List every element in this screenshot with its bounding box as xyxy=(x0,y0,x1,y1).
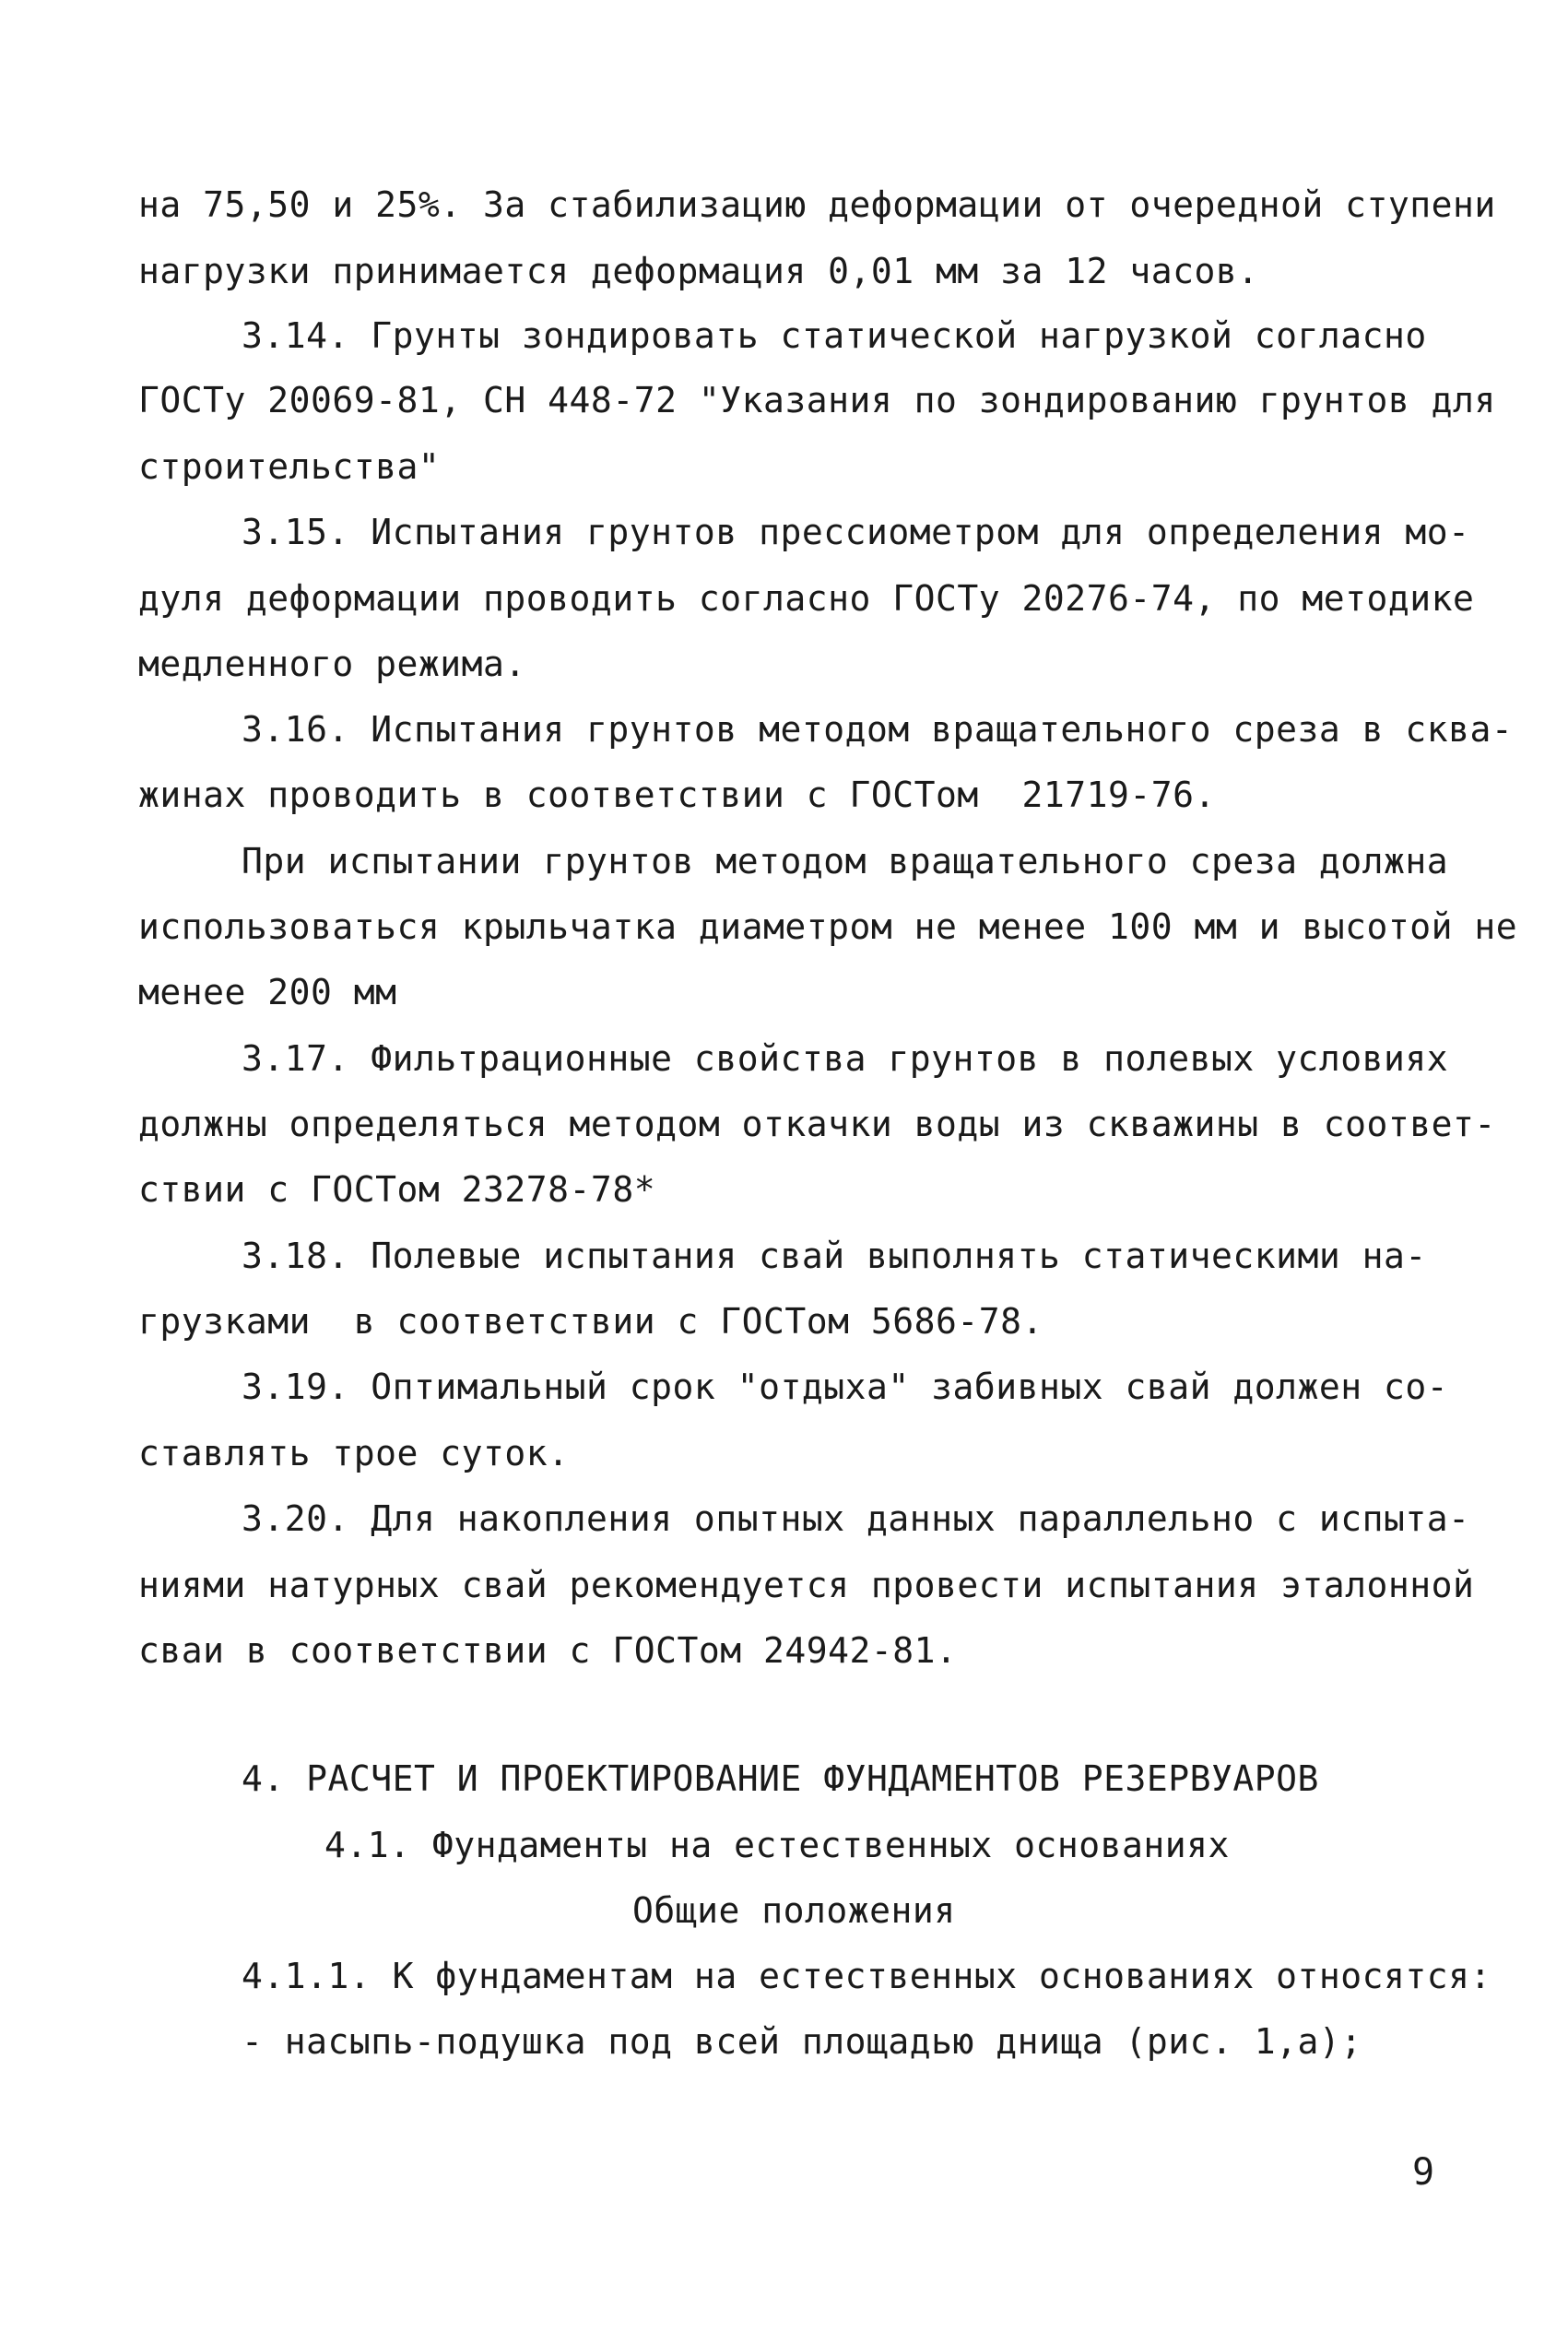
body-line: на 75,50 и 25%. За стабилизацию деформации от очередной ступени xyxy=(138,184,1496,225)
body-line: менее 200 мм xyxy=(138,972,397,1012)
body-line: ниями натурных свай рекомендуется провести испытания эталонной xyxy=(138,1565,1475,1605)
body-line: ГОСТу 20069-81, СН 448-72 "Указания по зондированию грунтов для xyxy=(138,380,1496,420)
page-number: 9 xyxy=(1412,2151,1435,2194)
body-line: медленного режима. xyxy=(138,644,526,684)
list-item: - насыпь-подушка под всей площадью днища (рис. 1,а); xyxy=(242,2021,1362,2062)
paragraph-line: При испытании грунтов методом вращательного среза должна xyxy=(242,841,1449,882)
body-line: использоваться крыльчатка диаметром не менее 100 мм и высотой не xyxy=(138,906,1518,947)
body-line: должны определяться методом откачки воды из скважины в соответ- xyxy=(138,1104,1496,1144)
body-line: ствии с ГОСТом 23278-78* xyxy=(138,1169,656,1210)
paragraph-3-17: 3.17. Фильтрационные свойства грунтов в полевых условиях xyxy=(242,1038,1449,1079)
paragraph-3-18: 3.18. Полевые испытания свай выполнять статическими на- xyxy=(242,1236,1427,1276)
paragraph-4-1-1: 4.1.1. К фундаментам на естественных основаниях относятся: xyxy=(242,1956,1491,1996)
body-line: ставлять трое суток. xyxy=(138,1433,570,1473)
body-line: нагрузки принимается деформация 0,01 мм за 12 часов. xyxy=(138,251,1259,291)
body-line: грузками в соответствии с ГОСТом 5686-78. xyxy=(138,1301,1043,1342)
body-line: дуля деформации проводить согласно ГОСТу 20276-74, по методике xyxy=(138,578,1475,619)
paragraph-3-19: 3.19. Оптимальный срок "отдыха" забивных свай должен со- xyxy=(242,1367,1449,1407)
section-heading: 4. РАСЧЕТ И ПРОЕКТИРОВАНИЕ ФУНДАМЕНТОВ РЕЗЕРВУАРОВ xyxy=(242,1758,1319,1799)
section-subheading: 4.1. Фундаменты на естественных основаниях xyxy=(324,1825,1230,1865)
paragraph-3-15: 3.15. Испытания грунтов прессиометром для определения мо- xyxy=(242,512,1470,552)
body-line: сваи в соответствии с ГОСТом 24942-81. xyxy=(138,1630,958,1671)
body-line: строительства" xyxy=(138,446,441,487)
section-subtitle: Общие положения xyxy=(632,1890,956,1931)
paragraph-3-16: 3.16. Испытания грунтов методом вращательного среза в сква- xyxy=(242,709,1514,750)
paragraph-3-20: 3.20. Для накопления опытных данных параллельно с испыта- xyxy=(242,1498,1470,1539)
body-line: жинах проводить в соответствии с ГОСТом 21719-76. xyxy=(138,775,1216,815)
paragraph-3-14: 3.14. Грунты зондировать статической нагрузкой согласно xyxy=(242,315,1427,356)
